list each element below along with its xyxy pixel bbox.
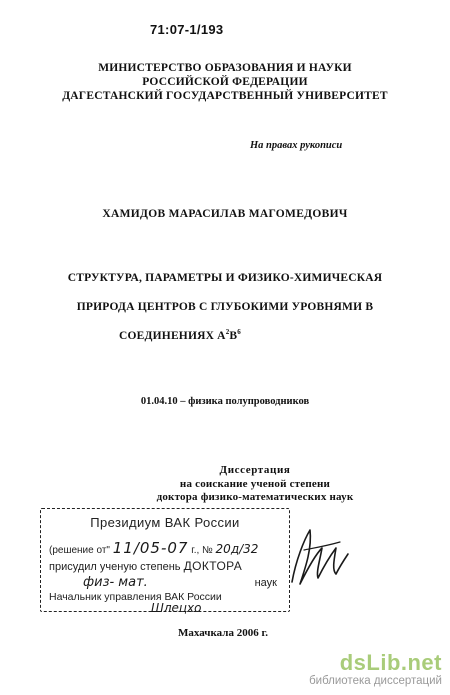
stamp-degree-row [49,559,242,573]
dslib-watermark[interactable] [309,651,442,687]
rights-note: На правах рукописи [250,140,343,151]
specialty-code: 01.04.10 – физика полупроводников [140,396,310,407]
stamp-chief-signature: Шлецхо [151,601,202,615]
ministry-line-1: МИНИСТЕРСТВО ОБРАЗОВАНИЯ И НАУКИ [98,62,352,74]
title-line-3-mid: В [229,330,238,342]
stamp-chief-label: Начальник управления ВАК России [49,591,222,603]
author-name: ХАМИДОВ МАРАСИЛАВ МАГОМЕДОВИЧ [102,208,348,220]
title-line-3 [0,330,405,342]
stamp-degree-value: ДОКТОРА [183,559,243,573]
stamp-header: Президиум ВАК России [90,515,240,530]
university-name: ДАГЕСТАНСКИЙ ГОСУДАРСТВЕННЫЙ УНИВЕРСИТЕТ [62,90,388,102]
stamp-degree-label: присудил ученую степень [49,561,181,573]
stamp-field-suffix: наук [254,577,277,589]
stamp-decision-row [49,539,258,557]
watermark-brand: dsLib.net [339,650,442,675]
signature-icon [286,520,354,594]
title-superscript-b: 6 [237,328,241,337]
stamp-decision-label: (решение от" [49,545,110,556]
city-year: Махачкала 2006 г. [178,627,268,639]
watermark-subtitle: библиотека диссертаций [309,675,442,687]
stamp-decision-date: 11/05-07 [112,539,189,557]
title-line-1: СТРУКТУРА, ПАРАМЕТРЫ И ФИЗИКО-ХИМИЧЕСКАЯ [67,272,383,284]
vak-stamp [40,508,290,615]
dissertation-field-line: доктора физико-математических наук [156,491,354,503]
title-superscript-a: 2 [225,328,230,337]
title-line-2: ПРИРОДА ЦЕНТРОВ С ГЛУБОКИМИ УРОВНЯМИ В [76,301,374,313]
stamp-field-row [49,575,277,590]
dissertation-label: Диссертация [219,464,291,476]
stamp-year-suffix: г., № [191,545,213,556]
ministry-line-2: РОССИЙСКОЙ ФЕДЕРАЦИИ [142,76,308,88]
title-line-3-prefix: СОЕДИНЕНИЯХ А [119,330,226,342]
dissertation-degree-line: на соискание ученой степени [179,478,331,490]
stamp-field-handwritten: физ- мат. [83,575,148,590]
stamp-decision-number: 20д/32 [215,542,259,556]
document-code: 71:07-1/193 [150,22,224,37]
